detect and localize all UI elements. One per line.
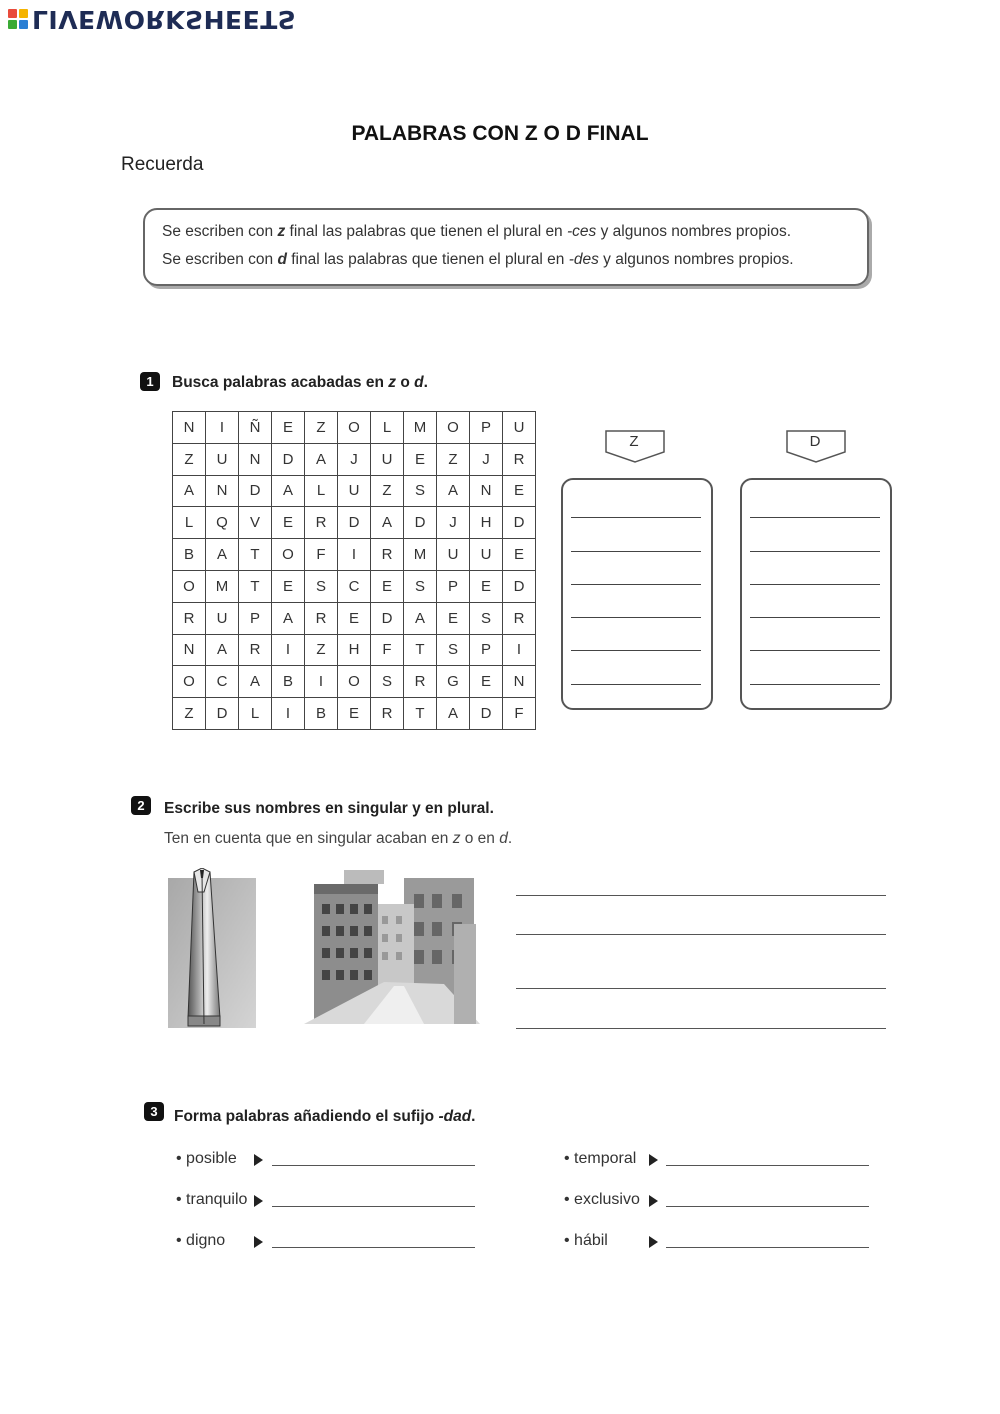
grid-cell[interactable]: P	[437, 571, 470, 603]
answer-card-d	[740, 478, 892, 710]
grid-cell[interactable]: S	[437, 635, 470, 667]
grid-cell[interactable]: U	[470, 539, 503, 571]
grid-cell[interactable]: R	[305, 507, 338, 539]
grid-cell[interactable]: F	[503, 698, 536, 730]
grid-cell[interactable]: L	[305, 476, 338, 508]
grid-cell[interactable]: Z	[305, 635, 338, 667]
grid-cell[interactable]: D	[371, 603, 404, 635]
answer-line[interactable]	[750, 684, 880, 685]
grid-cell[interactable]: A	[272, 603, 305, 635]
suffix-word: exclusivo	[574, 1191, 640, 1208]
grid-cell[interactable]: M	[404, 539, 437, 571]
grid-cell[interactable]: S	[305, 571, 338, 603]
grid-cell[interactable]: V	[239, 507, 272, 539]
grid-cell[interactable]: N	[173, 412, 206, 444]
recuerda-label: Recuerda	[121, 154, 204, 175]
logo-text: LIVEWORKSHEETS	[32, 4, 297, 34]
grid-cell[interactable]: I	[503, 635, 536, 667]
grid-cell[interactable]: D	[404, 507, 437, 539]
grid-cell[interactable]: R	[371, 539, 404, 571]
grid-cell[interactable]: S	[371, 666, 404, 698]
grid-cell[interactable]: G	[437, 666, 470, 698]
grid-cell[interactable]: D	[338, 507, 371, 539]
arrow-right-icon	[254, 1154, 263, 1166]
tag-z-label: Z	[629, 433, 639, 450]
tag-d-label: D	[809, 433, 821, 450]
grid-cell[interactable]: A	[173, 476, 206, 508]
grid-cell[interactable]: I	[272, 698, 305, 730]
grid-cell[interactable]: Z	[371, 476, 404, 508]
grid-cell[interactable]: I	[305, 666, 338, 698]
grid-cell[interactable]: D	[503, 571, 536, 603]
grid-cell[interactable]: R	[404, 666, 437, 698]
suffix-word: posible	[186, 1150, 237, 1167]
grid-cell[interactable]: E	[272, 507, 305, 539]
suffix-word: temporal	[574, 1150, 637, 1167]
exercise-3-number: 3	[144, 1102, 164, 1121]
grid-cell[interactable]: R	[239, 635, 272, 667]
writing-line[interactable]	[516, 934, 886, 935]
arrow-right-icon	[254, 1236, 263, 1248]
grid-cell[interactable]: A	[206, 635, 239, 667]
exercise-1-title-text: Busca palabras acabadas en z o d.	[172, 374, 428, 391]
exercise-2-title-text: Escribe sus nombres en singular y en plural.	[164, 800, 494, 817]
grid-cell[interactable]: S	[404, 571, 437, 603]
pencil-image	[164, 868, 258, 1039]
answer-line[interactable]	[750, 584, 880, 585]
exercise-2-number: 2	[131, 796, 151, 815]
writing-line[interactable]	[516, 895, 886, 896]
grid-cell[interactable]: C	[338, 571, 371, 603]
grid-cell[interactable]: N	[503, 666, 536, 698]
grid-cell[interactable]: J	[470, 444, 503, 476]
grid-cell[interactable]: C	[206, 666, 239, 698]
grid-cell[interactable]: D	[470, 698, 503, 730]
grid-cell[interactable]: L	[239, 698, 272, 730]
grid-cell[interactable]: I	[206, 412, 239, 444]
grid-cell[interactable]: R	[305, 603, 338, 635]
grid-cell[interactable]: T	[404, 635, 437, 667]
rule-box	[143, 208, 869, 286]
grid-cell[interactable]: T	[404, 698, 437, 730]
tag-d	[786, 430, 844, 460]
grid-cell[interactable]: A	[437, 698, 470, 730]
grid-cell[interactable]: D	[239, 476, 272, 508]
grid-cell[interactable]: L	[173, 507, 206, 539]
grid-cell[interactable]: A	[239, 666, 272, 698]
suffix-answer-line[interactable]	[272, 1206, 475, 1207]
answer-line[interactable]	[750, 617, 880, 618]
exercise-3-title	[174, 1108, 475, 1126]
grid-cell[interactable]: B	[173, 539, 206, 571]
grid-cell[interactable]: O	[338, 412, 371, 444]
grid-cell[interactable]: E	[338, 603, 371, 635]
grid-cell[interactable]: O	[437, 412, 470, 444]
grid-cell[interactable]: U	[503, 412, 536, 444]
tag-z	[605, 430, 663, 460]
grid-cell[interactable]: A	[206, 539, 239, 571]
grid-cell[interactable]: S	[470, 603, 503, 635]
rule-line-d	[162, 251, 794, 269]
suffix-word: digno	[186, 1232, 226, 1249]
grid-cell[interactable]: N	[470, 476, 503, 508]
suffix-answer-line[interactable]	[666, 1206, 869, 1207]
grid-cell[interactable]: U	[371, 444, 404, 476]
arrow-right-icon	[649, 1154, 658, 1166]
suffix-answer-line[interactable]	[272, 1247, 475, 1248]
grid-cell[interactable]: E	[404, 444, 437, 476]
grid-cell[interactable]: U	[338, 476, 371, 508]
arrow-right-icon	[649, 1195, 658, 1207]
grid-cell[interactable]: E	[272, 571, 305, 603]
grid-cell[interactable]: D	[272, 444, 305, 476]
grid-cell[interactable]: U	[206, 603, 239, 635]
grid-cell[interactable]: B	[272, 666, 305, 698]
suffix-item-left: • posible	[176, 1150, 237, 1167]
grid-cell[interactable]: Z	[305, 412, 338, 444]
grid-cell[interactable]: Ñ	[239, 412, 272, 444]
arrow-right-icon	[254, 1195, 263, 1207]
suffix-item-right: • hábil	[564, 1232, 608, 1249]
answer-line[interactable]	[571, 650, 701, 651]
grid-cell[interactable]: Z	[437, 444, 470, 476]
exercise-3-title-text: Forma palabras añadiendo el sufijo -dad.	[174, 1108, 476, 1125]
answer-line[interactable]	[750, 551, 880, 552]
answer-line[interactable]	[750, 650, 880, 651]
grid-cell[interactable]: B	[305, 698, 338, 730]
answer-line[interactable]	[571, 517, 701, 518]
grid-cell[interactable]: J	[338, 444, 371, 476]
answer-line[interactable]	[571, 684, 701, 685]
suffix-answer-line[interactable]	[272, 1165, 475, 1166]
suffix-answer-line[interactable]	[666, 1247, 869, 1248]
suffix-answer-line[interactable]	[666, 1165, 869, 1166]
grid-cell[interactable]: O	[272, 539, 305, 571]
word-search-grid	[172, 411, 536, 730]
grid-cell[interactable]: E	[272, 412, 305, 444]
rule-line-z	[162, 223, 791, 241]
city-icon	[304, 864, 480, 1034]
writing-line[interactable]	[516, 1028, 886, 1029]
grid-cell[interactable]: P	[470, 635, 503, 667]
grid-cell[interactable]: H	[338, 635, 371, 667]
grid-cell[interactable]: R	[173, 603, 206, 635]
grid-cell[interactable]: I	[338, 539, 371, 571]
site-logo	[8, 4, 296, 34]
grid-cell[interactable]: A	[371, 507, 404, 539]
grid-cell[interactable]: E	[503, 476, 536, 508]
grid-cell[interactable]: N	[239, 444, 272, 476]
grid-cell[interactable]: Q	[206, 507, 239, 539]
grid-cell[interactable]: U	[206, 444, 239, 476]
exercise-1-number: 1	[140, 372, 160, 391]
grid-cell[interactable]: U	[437, 539, 470, 571]
answer-line[interactable]	[571, 551, 701, 552]
exercise-2-subtitle-text: Ten en cuenta que en singular acaban en z o en d.	[164, 830, 513, 847]
answer-line[interactable]	[571, 617, 701, 618]
grid-cell[interactable]: A	[272, 476, 305, 508]
grid-cell[interactable]: A	[404, 603, 437, 635]
grid-cell[interactable]: O	[173, 571, 206, 603]
grid-cell[interactable]: Z	[173, 698, 206, 730]
suffix-item-left: • tranquilo	[176, 1191, 248, 1208]
grid-cell[interactable]: F	[371, 635, 404, 667]
grid-cell[interactable]: H	[470, 507, 503, 539]
answer-card-z	[561, 478, 713, 710]
answer-line[interactable]	[750, 517, 880, 518]
suffix-item-right: • exclusivo	[564, 1191, 640, 1208]
pencil-icon	[164, 868, 258, 1034]
grid-cell[interactable]: I	[272, 635, 305, 667]
arrow-right-icon	[649, 1236, 658, 1248]
grid-cell[interactable]: D	[503, 507, 536, 539]
suffix-word: hábil	[574, 1232, 608, 1249]
grid-cell[interactable]: D	[206, 698, 239, 730]
grid-cell[interactable]: P	[239, 603, 272, 635]
grid-cell[interactable]: T	[239, 539, 272, 571]
grid-cell[interactable]: R	[371, 698, 404, 730]
writing-line[interactable]	[516, 988, 886, 989]
grid-cell[interactable]: E	[338, 698, 371, 730]
exercise-1-title	[172, 374, 428, 392]
suffix-item-right: • temporal	[564, 1150, 637, 1167]
grid-cell[interactable]: R	[503, 603, 536, 635]
grid-cell[interactable]: T	[239, 571, 272, 603]
grid-cell[interactable]: M	[404, 412, 437, 444]
grid-cell[interactable]: M	[206, 571, 239, 603]
grid-cell[interactable]: N	[173, 635, 206, 667]
exercise-2-title	[164, 800, 494, 818]
grid-cell[interactable]: A	[437, 476, 470, 508]
grid-cell[interactable]: E	[470, 666, 503, 698]
rule-line-d-text: Se escriben con d final las palabras que tienen el plural en -des y algunos nombres propios.	[162, 251, 794, 268]
grid-cell[interactable]: E	[470, 571, 503, 603]
grid-cell[interactable]: Z	[173, 444, 206, 476]
grid-cell[interactable]: P	[470, 412, 503, 444]
answer-line[interactable]	[571, 584, 701, 585]
city-image	[304, 864, 480, 1039]
page-title: PALABRAS CON Z O D FINAL	[351, 122, 649, 145]
grid-cell[interactable]: J	[437, 507, 470, 539]
exercise-2-subtitle	[164, 830, 512, 848]
grid-cell[interactable]: O	[173, 666, 206, 698]
grid-cell[interactable]: R	[503, 444, 536, 476]
grid-cell[interactable]: O	[338, 666, 371, 698]
grid-cell[interactable]: S	[404, 476, 437, 508]
suffix-item-left: • digno	[176, 1232, 226, 1249]
grid-cell[interactable]: E	[503, 539, 536, 571]
suffix-word: tranquilo	[186, 1191, 248, 1208]
grid-cell[interactable]: L	[371, 412, 404, 444]
logo-blocks-icon	[8, 9, 28, 29]
grid-cell[interactable]: A	[305, 444, 338, 476]
grid-cell[interactable]: F	[305, 539, 338, 571]
grid-cell[interactable]: E	[437, 603, 470, 635]
grid-cell[interactable]: E	[371, 571, 404, 603]
rule-line-z-text: Se escriben con z final las palabras que tienen el plural en -ces y algunos nombres propios.	[162, 223, 792, 240]
grid-cell[interactable]: N	[206, 476, 239, 508]
